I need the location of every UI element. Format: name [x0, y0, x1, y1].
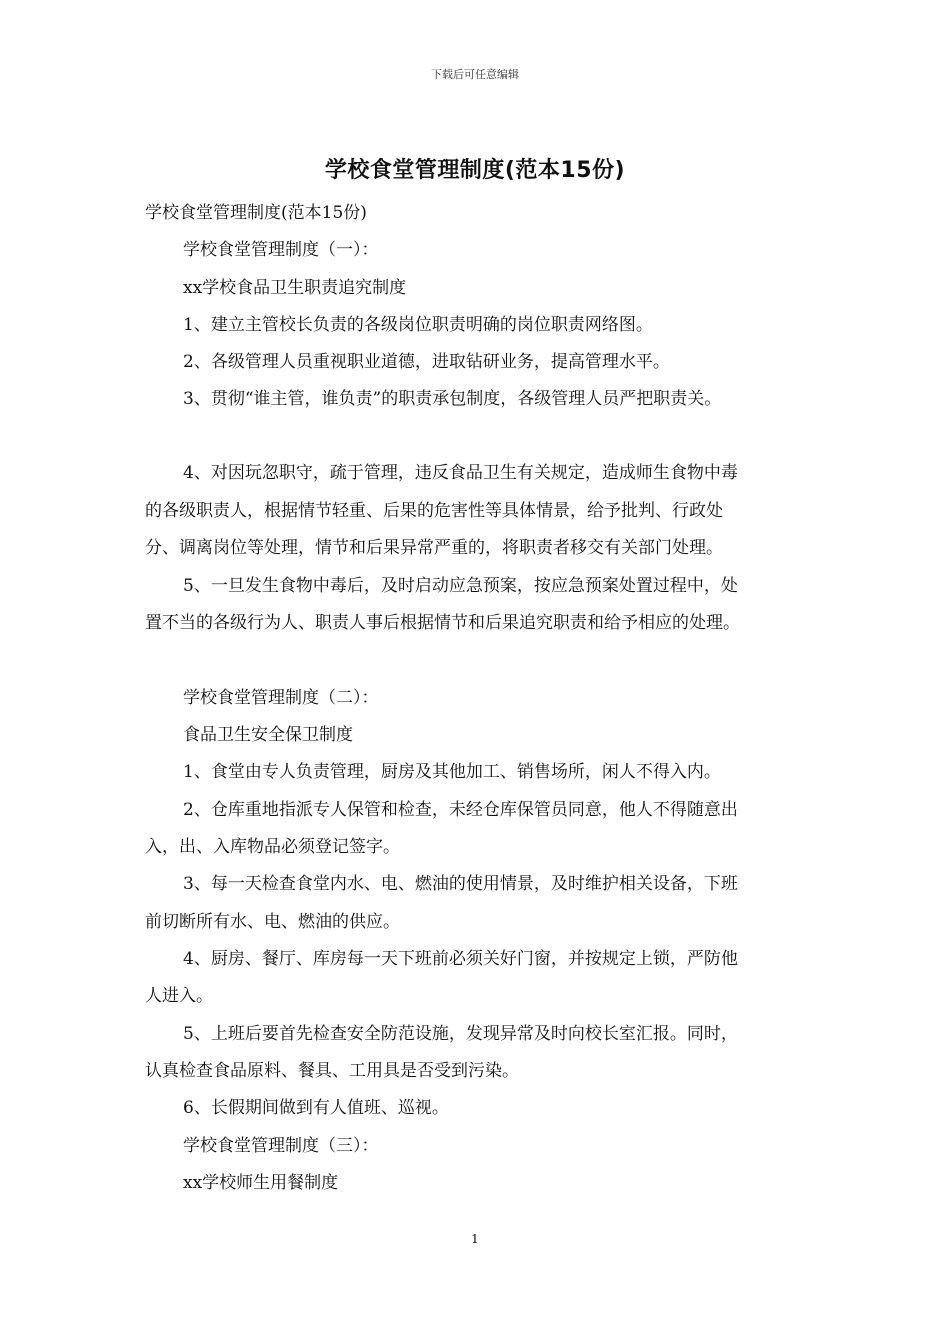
paragraph-line: 2、仓库重地指派专人保管和检查，未经仓库保管员同意，他人不得随意出: [183, 800, 738, 820]
paragraph-line: 4、对因玩忽职守，疏于管理，违反食品卫生有关规定，造成师生食物中毒: [183, 463, 738, 483]
paragraph-line: 4、厨房、餐厅、库房每一天下班前必须关好门窗，并按规定上锁，严防他: [183, 949, 738, 969]
paragraph-line: 5、上班后要首先检查安全防范设施，发现异常及时向校长室汇报。同时，: [183, 1024, 738, 1044]
section-heading: 学校食堂管理制度（三）：: [183, 1136, 379, 1156]
paragraph-line: 2、各级管理人员重视职业道德，进取钻研业务，提高管理水平。: [183, 352, 670, 372]
subtitle-line: 学校食堂管理制度(范本15份): [145, 203, 367, 223]
header-note: 下载后可任意编辑: [431, 68, 519, 81]
paragraph-line: 认真检查食品原料、餐具、工用具是否受到污染。: [145, 1061, 519, 1081]
paragraph-line: 入，出、入库物品必须登记签字。: [145, 837, 400, 857]
page-number: 1: [471, 1232, 479, 1246]
paragraph-line: xx学校师生用餐制度: [183, 1173, 339, 1193]
paragraph-line: 食品卫生安全保卫制度: [183, 725, 353, 745]
document-title: 学校食堂管理制度(范本15份): [324, 158, 626, 183]
paragraph-line: 3、每一天检查食堂内水、电、燃油的使用情景，及时维护相关设备，下班: [183, 874, 738, 894]
paragraph-line: 1、建立主管校长负责的各级岗位职责明确的岗位职责网络图。: [183, 315, 653, 335]
paragraph-line: 6、长假期间做到有人值班、巡视。: [183, 1098, 449, 1118]
paragraph-line: 前切断所有水、电、燃油的供应。: [145, 912, 400, 932]
section-heading: 学校食堂管理制度（二）：: [183, 688, 379, 708]
paragraph-line: 5、一旦发生食物中毒后，及时启动应急预案，按应急预案处置过程中，处: [183, 576, 738, 596]
section-heading: 学校食堂管理制度（一）：: [183, 240, 379, 260]
paragraph-line: 置不当的各级行为人、职责人事后根据情节和后果追究职责和给予相应的处理。: [145, 613, 740, 633]
paragraph-line: 分、调离岗位等处理，情节和后果异常严重的，将职责者移交有关部门处理。: [145, 538, 723, 558]
paragraph-line: 人进入。: [145, 986, 213, 1006]
paragraph-line: 的各级职责人，根据情节轻重、后果的危害性等具体情景，给予批判、行政处: [145, 501, 723, 521]
paragraph-line: xx学校食品卫生职责追究制度: [183, 278, 407, 298]
paragraph-line: 1、食堂由专人负责管理，厨房及其他加工、销售场所，闲人不得入内。: [183, 762, 721, 782]
paragraph-line: 3、贯彻“谁主管，谁负责”的职责承包制度，各级管理人员严把职责关。: [183, 389, 722, 409]
